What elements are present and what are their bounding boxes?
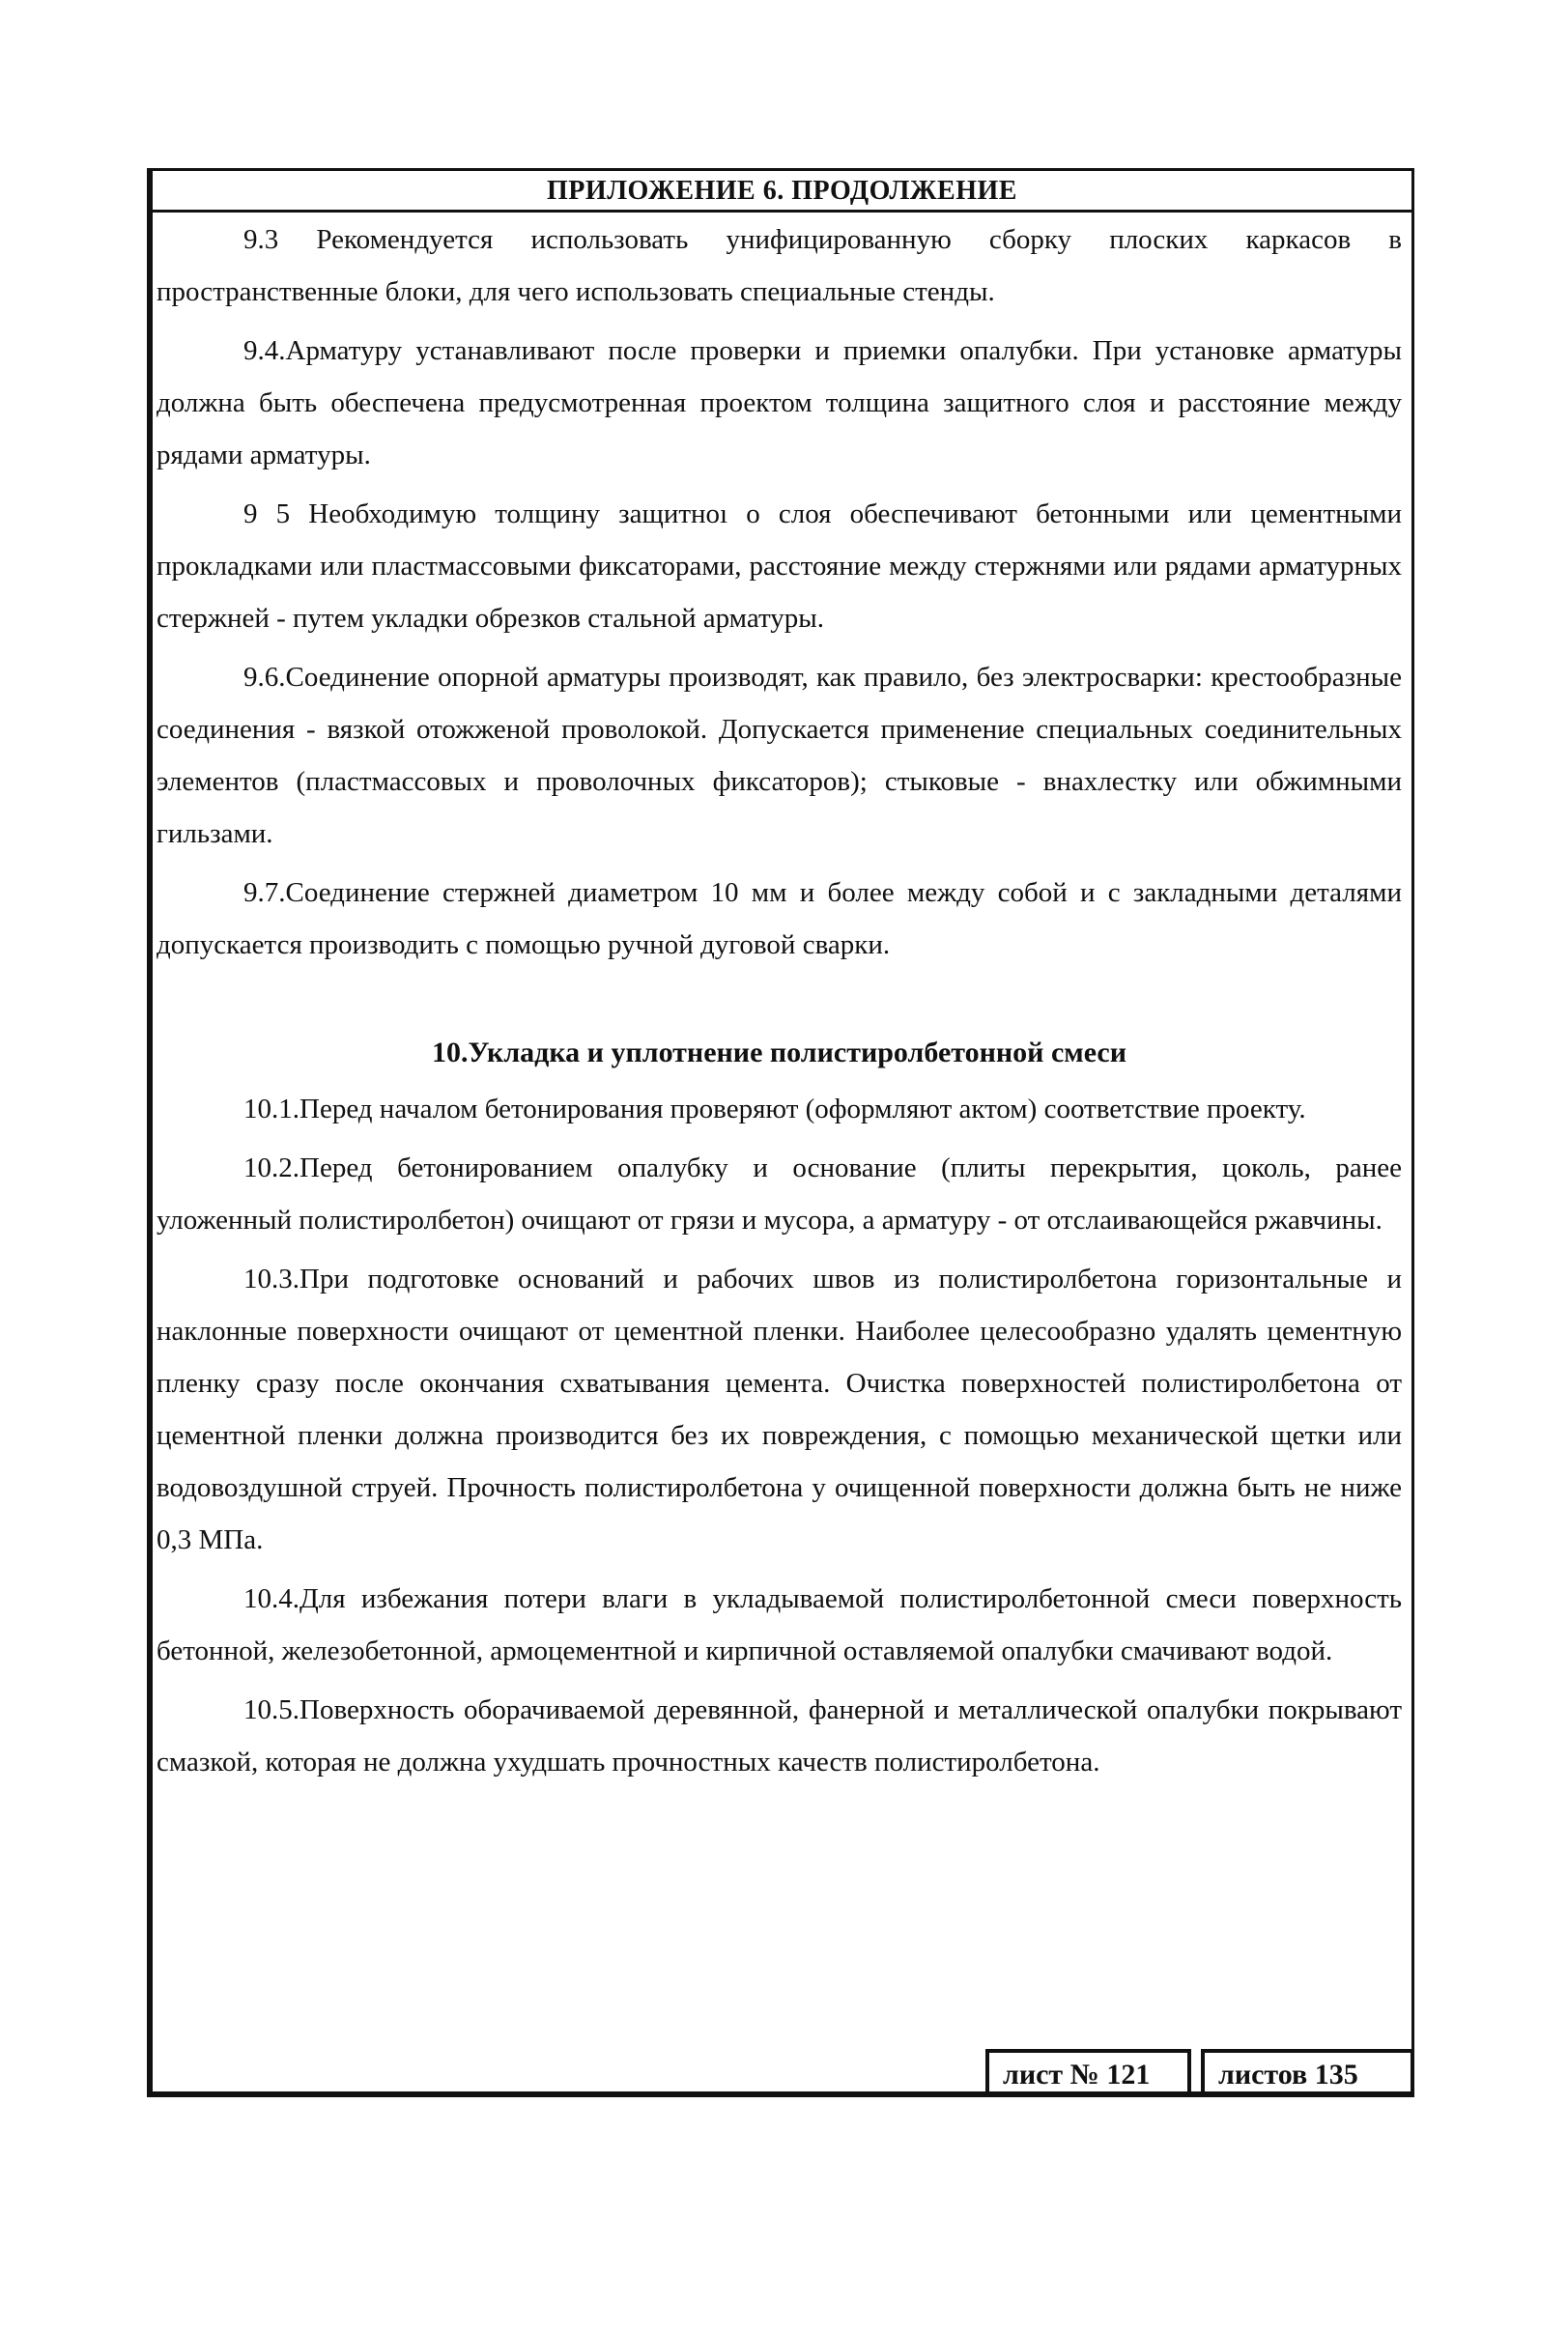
total-sheets-box: листов 135 [1201,2049,1414,2097]
paragraph-9-3: 9.3 Рекомендуется использовать унифицированную сборку плоских каркасов в пространственные блоки, для чего использовать специальные стенды. [157,224,1402,307]
paragraph-9-6: 9.6.Соединение опорной арматуры производят, как правило, без электросварки: крестообразные соединения - вязкой отожженой проволокой. Допускается применение специальных соединительных элементов (пластмассовых и проволочных фиксаторов); стыковые - внахлестку или обжимными гильзами. [157,662,1402,849]
paragraph-10-5: 10.5.Поверхность оборачиваемой деревянной, фанерной и металлической опалубки покрывают смазкой, которая не должна ухудшать прочностных качеств полистиролбетона. [157,1694,1402,1777]
document-body [157,213,1402,1795]
paragraph-9-7: 9.7.Соединение стержней диаметром 10 мм и более между собой и с закладными деталями допускается производить с помощью ручной дуговой сварки. [157,877,1402,960]
paragraph-9-5: 9 5 Необходимую толщину защитноı о слоя обеспечивают бетонными или цементными прокладками или пластмассовыми фиксаторами, расстояние между стержнями или рядами арматурных стержней - путем укладки обрезков стальной арматуры. [157,498,1402,634]
paragraph-9-4: 9.4.Арматуру устанавливают после проверки и приемки опалубки. При установке арматуры должна быть обеспечена предусмотренная проектом толщина защитного слоя и расстояние между рядами арматуры. [157,335,1402,470]
section-10-title: 10.Укладка и уплотнение полистиролбетонной смеси [431,1037,1127,1068]
appendix-header: ПРИЛОЖЕНИЕ 6. ПРОДОЛЖЕНИЕ [153,171,1411,213]
paragraph-10-4: 10.4.Для избежания потери влаги в укладываемой полистиролбетонной смеси поверхность бетонной, железобетонной, армоцементной и кирпичной оставляемой опалубки смачивают водой. [157,1583,1402,1666]
page-frame [147,168,1414,2097]
sheet-number-box: лист № 121 [985,2049,1191,2097]
paragraph-10-1: 10.1.Перед началом бетонирования проверяют (оформляют актом) соответствие проекту. [243,1094,1306,1124]
paragraph-10-2: 10.2.Перед бетонированием опалубку и основание (плиты перекрытия, цоколь, ранее уложенный полистиролбетон) очищают от грязи и мусора, а арматуру - от отслаивающейся ржавчины. [157,1152,1402,1236]
paragraph-10-3: 10.3.При подготовке оснований и рабочих швов из полистиролбетона горизонтальные и наклонные поверхности очищают от цементной пленки. Наиболее целесообразно удалять цементную пленку сразу после окончания схватывания цемента. Очистка поверхностей полистиролбетона от цементной пленки должна производится без их повреждения, с помощью механической щетки или водовоздушной струей. Прочность полистиролбетона у очищенной поверхности должна быть не ниже 0,3 МПа. [157,1264,1402,1555]
